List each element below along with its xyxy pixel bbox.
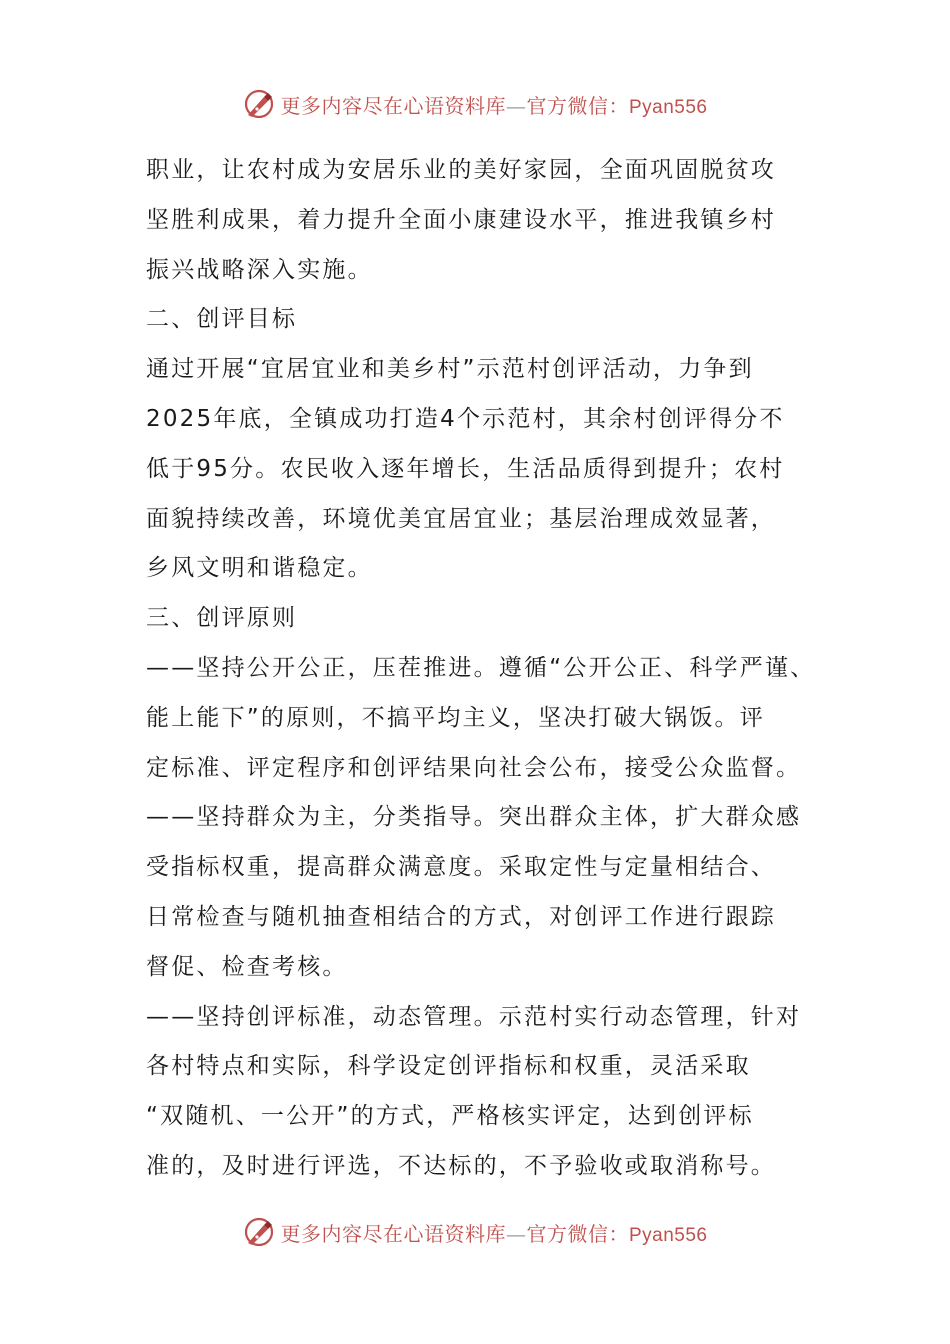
watermark-contact-label: 官方微信：: [526, 93, 629, 118]
watermark-slogan: 更多内容尽在心语资料库: [280, 93, 506, 118]
watermark-contact-label: 官方微信：: [526, 1221, 629, 1246]
pen-nib-logo-icon: [242, 1215, 276, 1249]
body-line: 2025年底，全镇成功打造4个示范村，其余村创评得分不: [146, 405, 785, 432]
body-line: 振兴战略深入实施。: [146, 256, 373, 283]
watermark-text: [280, 90, 707, 119]
body-line: ——坚持公开公正，压茬推进。遵循“公开公正、科学严谨、: [146, 654, 816, 681]
footer-watermark: [0, 1212, 950, 1252]
body-line: 通过开展“宜居宜业和美乡村”示范村创评活动，力争到: [146, 356, 754, 383]
body-line: 受指标权重，提高群众满意度。采取定性与定量相结合、: [146, 854, 776, 881]
body-line: 定标准、评定程序和创评结果向社会公布，接受公众监督。: [146, 754, 802, 781]
body-line: 准的，及时进行评选，不达标的，不予验收或取消称号。: [146, 1152, 776, 1179]
body-line: 乡风文明和谐稳定。: [146, 555, 373, 582]
watermark-contact-id: Pyan556: [628, 1224, 708, 1246]
pen-nib-logo-icon: [242, 87, 276, 121]
body-line: 职业，让农村成为安居乐业的美好家园，全面巩固脱贫攻: [146, 157, 776, 183]
body-line: “双随机、一公开”的方式，严格核实评定，达到创评标: [146, 1103, 754, 1130]
body-line: 坚胜利成果，着力提升全面小康建设水平，推进我镇乡村: [146, 206, 776, 233]
document-body: [146, 146, 836, 1192]
header-watermark: [0, 84, 950, 124]
watermark-contact-id: Pyan556: [628, 96, 708, 118]
watermark-text: [280, 1218, 707, 1247]
body-line: ——坚持群众为主，分类指导。突出群众主体，扩大群众感: [146, 804, 802, 831]
body-line: 日常检查与随机抽查相结合的方式，对创评工作进行跟踪: [146, 903, 776, 930]
body-line: ——坚持创评标准，动态管理。示范村实行动态管理，针对: [146, 1003, 802, 1030]
body-line: 各村特点和实际，科学设定创评指标和权重，灵活采取: [146, 1053, 751, 1080]
watermark-slogan: 更多内容尽在心语资料库: [280, 1221, 506, 1246]
watermark-separator: —: [505, 1221, 527, 1246]
body-line: 督促、检查考核。: [146, 953, 348, 980]
section-heading: 二、创评目标: [146, 306, 298, 333]
watermark-separator: —: [505, 93, 527, 118]
body-line: 面貌持续改善，环境优美宜居宜业；基层治理成效显著，: [146, 505, 776, 532]
body-line: 能上能下”的原则，不搞平均主义，坚决打破大锅饭。评: [146, 704, 765, 731]
section-heading: 三、创评原则: [146, 605, 298, 632]
body-line: 低于95分。农民收入逐年增长，生活品质得到提升；农村: [146, 455, 785, 482]
